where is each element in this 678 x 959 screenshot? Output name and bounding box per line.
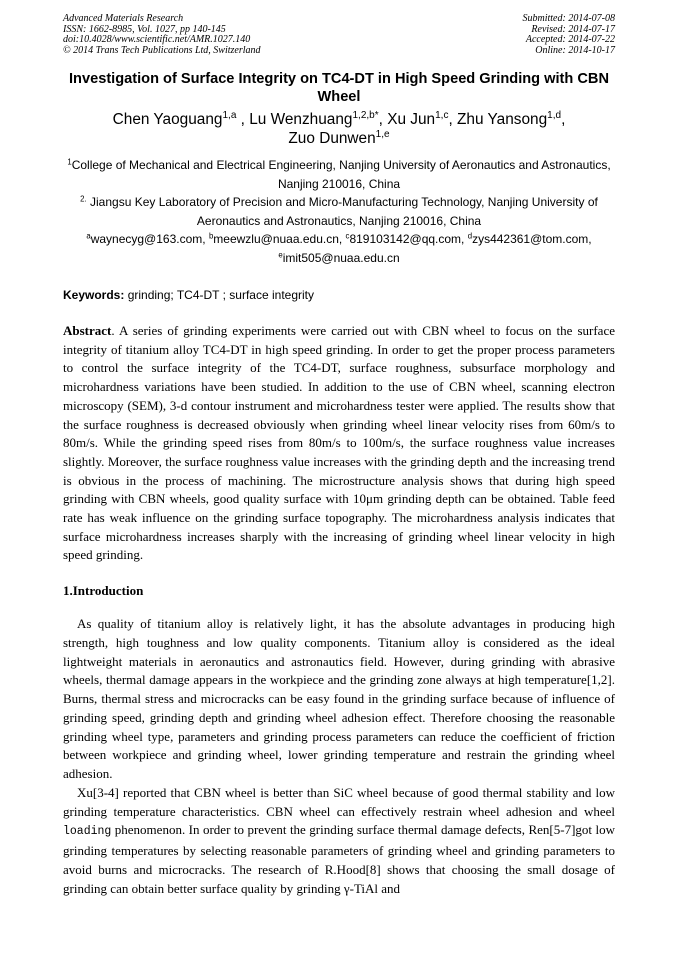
paper-page <box>63 14 615 898</box>
email-link[interactable]: meewzlu@nuaa.edu.cn, <box>213 232 346 246</box>
author: Zhu Yansong <box>457 111 548 128</box>
revised-date: Revised: 2014-07-17 <box>531 23 615 35</box>
accepted-date: Accepted: 2014-07-22 <box>525 34 615 45</box>
author-sup: 1,c <box>435 110 449 121</box>
author-sup: 1,d <box>547 110 562 121</box>
author-sup: 1,a <box>222 110 237 121</box>
copyright-line: © 2014 Trans Tech Publications Ltd, Switzerland <box>63 44 261 56</box>
keywords-label: Keywords: <box>63 288 125 302</box>
journal-name: Advanced Materials Research <box>63 13 184 24</box>
intro-paragraph-1: As quality of titanium alloy is relatively light, it has the absolute advantages in producing high strength, high toughness and low quality components. Titanium alloy is considered as the ideal lightweight materials in aeronautics and astronautics field. However, during grinding with abrasive wheels, thermal damage appears in the workpiece and the grinding zone always at high temperature[1,2]. Burns, thermal stress and microcracks can be easy found in the grinding surface because of influence of grinding speed, grinding depth and grinding wheel adhesion effect. Therefore choosing the reasonable grinding wheel type, parameters and grinding process parameters can reduce the coefficient of friction between workpiece and grinding wheel, lower grinding temperature and restrain the grinding wheel adhesion. <box>63 616 615 782</box>
email-link[interactable]: waynecyg@163.com, <box>90 232 209 246</box>
email-link[interactable]: 819103142@qq.com, <box>349 232 468 246</box>
abstract <box>63 322 615 565</box>
intro-paragraph-2: Xu[3-4] reported that CBN wheel is better than SiC wheel because of good thermal stability and low grinding temperature characteristics. CBN wheel can effectively restrain wheel adhesion and wheel loading phenomenon. In order to prevent the grinding surface thermal damage defects, Ren[5-7]got low grinding temperatures by selecting reasonable parameters of grinding wheel and grinding parameters to avoid burns and microcracks. The research of R.Hood[8] shows that choosing the small dosage of grinding can obtain better surface quality by grinding γ-TiAl and <box>63 784 615 896</box>
journal-header <box>63 14 615 56</box>
journal-info <box>63 14 261 56</box>
author-list: Chen Yaoguang$^{1,a}$ , Lu Wenzhuang$^{1,2,b*}$, Xu Jun$^{1,c}$, Zhu Yansong$^{1,d}$, Zuo Dunwen$^{1,e}$ <box>112 110 566 147</box>
affiliations <box>63 156 615 267</box>
author-sup: 1,2,b* <box>352 110 379 121</box>
email-list: $^a$waynecyg@163.com, $^b$meewzlu@nuaa.edu.cn, $^c$819103142@qq.com, $^d$zys442361@tom.com, $^e$imit505@nuaa.edu.cn <box>86 231 592 265</box>
author: Lu Wenzhuang <box>249 111 353 128</box>
affiliation-1: $^1$College of Mechanical and Electrical Engineering, Nanjing University of Aeronautics and Astronautics, Nanjing 210016, China <box>67 157 611 191</box>
author: Chen Yaoguang <box>112 111 223 128</box>
author: Zuo Dunwen <box>288 130 376 147</box>
keywords-text: grinding; TC4-DT ; surface integrity <box>124 288 314 302</box>
keywords <box>63 287 615 303</box>
author-sup: 1,e <box>375 129 390 140</box>
dates-info <box>523 14 616 56</box>
abstract-label: Abstract <box>63 323 112 338</box>
issn-line: ISSN: 1662-8985, Vol. 1027, pp 140-145 <box>63 23 226 35</box>
email-link[interactable]: zys442361@tom.com, <box>472 232 592 246</box>
online-date: Online: 2014-10-17 <box>535 44 615 56</box>
email-link[interactable]: imit505@nuaa.edu.cn <box>282 250 400 265</box>
paper-title: Investigation of Surface Integrity on TC4-DT in High Speed Grinding with CBN Wheel <box>69 71 609 105</box>
section-heading: 1.Introduction <box>63 583 144 599</box>
affiliation-2: $^{2.}$ Jiangsu Key Laboratory of Precision and Micro-Manufacturing Technology, Nanjing University of Aeronautics and Astronautics, Nanjing 210016, China <box>80 194 598 228</box>
abstract-text: . A series of grinding experiments were carried out with CBN wheel to focus on the surface integrity of titanium alloy TC4-DT in high speed grinding. In order to get the proper process parameters to control the surface integrity of the TC4-DT, surface roughness, subsurface morphology and microhardness variations have been studied. In addition to the use of CBN wheel, scanning electron microscopy (SEM), 3-d contour instrument and microhardness tester were applied. The results show that the surface roughness is decreased obviously when grinding wheel linear velocity rises from 60m/s to 80m/s. While the grinding speed rises from 80m/s to 100m/s, the surface roughness value increases slightly. Moreover, the surface roughness value increases with the grinding depth and the increasing trend is obvious in the process of machining. The microstructure analysis shows that during high speed grinding with CBN wheels, good quality surface with 10μm grinding depth can be obtained. Table feed rate has weak influence on the grinding surface topography. The microhardness analysis indicates that surface microhardness increases sharply with the increasing of grinding wheel linear velocity in high speed grinding. <box>63 323 615 563</box>
author: Xu Jun <box>387 111 436 128</box>
doi-line: doi:10.4028/www.scientific.net/AMR.1027.140 <box>63 34 251 45</box>
submitted-date: Submitted: 2014-07-08 <box>522 13 615 24</box>
